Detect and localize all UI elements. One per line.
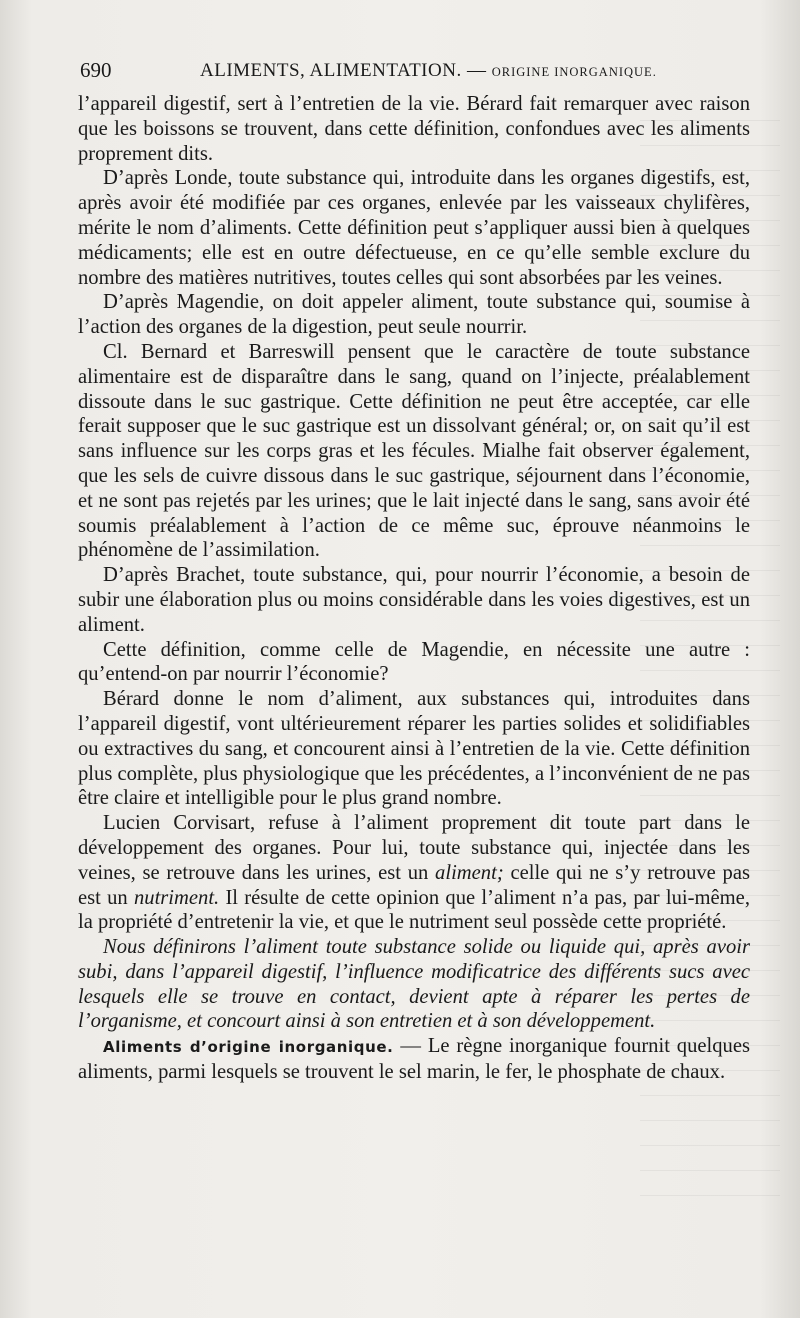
corvisart-term-nutriment: nutriment. — [133, 886, 220, 909]
paragraph-definition: Nous définirons l’aliment toute substance solide ou liquide qui, après avoir subi, dans l’appareil digestif, l’influence modificatrice des différents sucs avec lesquels elle se trouve en contact, devient apte à réparer les pertes de l’organisme, et concourt ainsi à son entretien et à son développement. — [78, 936, 750, 1033]
paragraph-definition-question: Cette définition, comme celle de Magendie, en nécessite une autre : qu’entend-on par nourrir l’économie? — [78, 638, 750, 686]
paragraph-magendie: D’après Magendie, on doit appeler aliment, toute substance qui, soumise à l’action des organes de la digestion, peut seule nourrir. — [78, 291, 750, 339]
corvisart-text-2: celle qui ne s’y retrouve pas est un — [78, 861, 750, 909]
page-body — [78, 92, 750, 1085]
running-title — [200, 60, 657, 82]
section-text: Le règne inorganique fournit quelques aliments, parmi lesquels se trouvent le sel marin, le fer, le phosphate de chaux. — [78, 1035, 750, 1084]
paragraph-section-inorganic — [78, 1034, 750, 1085]
corvisart-text-1: Lucien Corvisart, refuse à l’aliment proprement dit toute part dans le développement des organes. Pour lui, toute substance qui, injectée dans les veines, se retrouve dans les urines, est un — [78, 812, 750, 884]
section-dash: — — [400, 1035, 421, 1058]
header-subtitle: ORIGINE INORGANIQUE. — [491, 65, 657, 79]
paragraph-bernard: Cl. Bernard et Barreswill pensent que le caractère de toute substance alimentaire est de disparaître dans le sang, quand on l’injecte, préalablement dissoute dans le suc gastrique. Cette définition ne peut être acceptée, car elle ferait supposer que le suc gastrique est un dissolvant général; or, on sait qu’il est sans influence sur les corps gras et les fécules. Mialhe fait observer également, que les sels de cuivre dissous dans le suc gastrique, séjournent dans l’économie, et ne sont pas rejetés par les urines; que le lait injecté dans le sang, sans avoir été soumis préalablement à l’action de ce même suc, éprouve néanmoins le phénomène de l’assimilation. — [78, 340, 750, 562]
paragraph-continuation: l’appareil digestif, sert à l’entretien de la vie. Bérard fait remarquer avec raison que les boissons se trouvent, dans cette définition, confondues avec les aliments proprement dits. — [78, 93, 750, 165]
paragraph-berard: Bérard donne le nom d’aliment, aux substances qui, introduites dans l’appareil digestif, vont ultérieurement réparer les parties solides et solidifiables ou extractives du sang, et concourent ainsi à l’entretien de la vie. Cette définition plus complète, plus physiologique que les précédentes, a l’inconvénient de ne pas être claire et intelligible pour le plus grand nombre. — [78, 688, 750, 810]
running-header — [80, 58, 760, 88]
paragraph-corvisart — [78, 811, 750, 935]
corvisart-term-aliment: aliment; — [435, 861, 504, 884]
page-number: 690 — [80, 58, 112, 82]
header-dash: — — [466, 60, 487, 81]
paragraph-londe: D’après Londe, toute substance qui, introduite dans les organes digestifs, est, après avoir été modifiée par ces organes, enlevée par les vaisseaux chylifères, mérite le nom d’aliments. Cette définition peut s’appliquer aussi bien à quelques médicaments; elle est en outre défectueuse, en ce qu’elle semble exclure du nombre des matières nutritives, toutes celles qui sont absorbées par les veines. — [78, 167, 750, 289]
header-title: ALIMENTS, ALIMENTATION. — [200, 60, 462, 81]
paragraph-brachet: D’après Brachet, toute substance, qui, pour nourrir l’économie, a besoin de subir une élaboration plus ou moins considérable dans les voies digestives, est un aliment. — [78, 564, 750, 636]
section-heading: Aliments d’origine inorganique. — [103, 1038, 394, 1057]
corvisart-text-3: Il résulte de cette opinion que l’aliment n’a pas, par lui-même, la propriété d’entretenir la vie, et que le nutriment seul possède cette propriété. — [78, 886, 750, 934]
